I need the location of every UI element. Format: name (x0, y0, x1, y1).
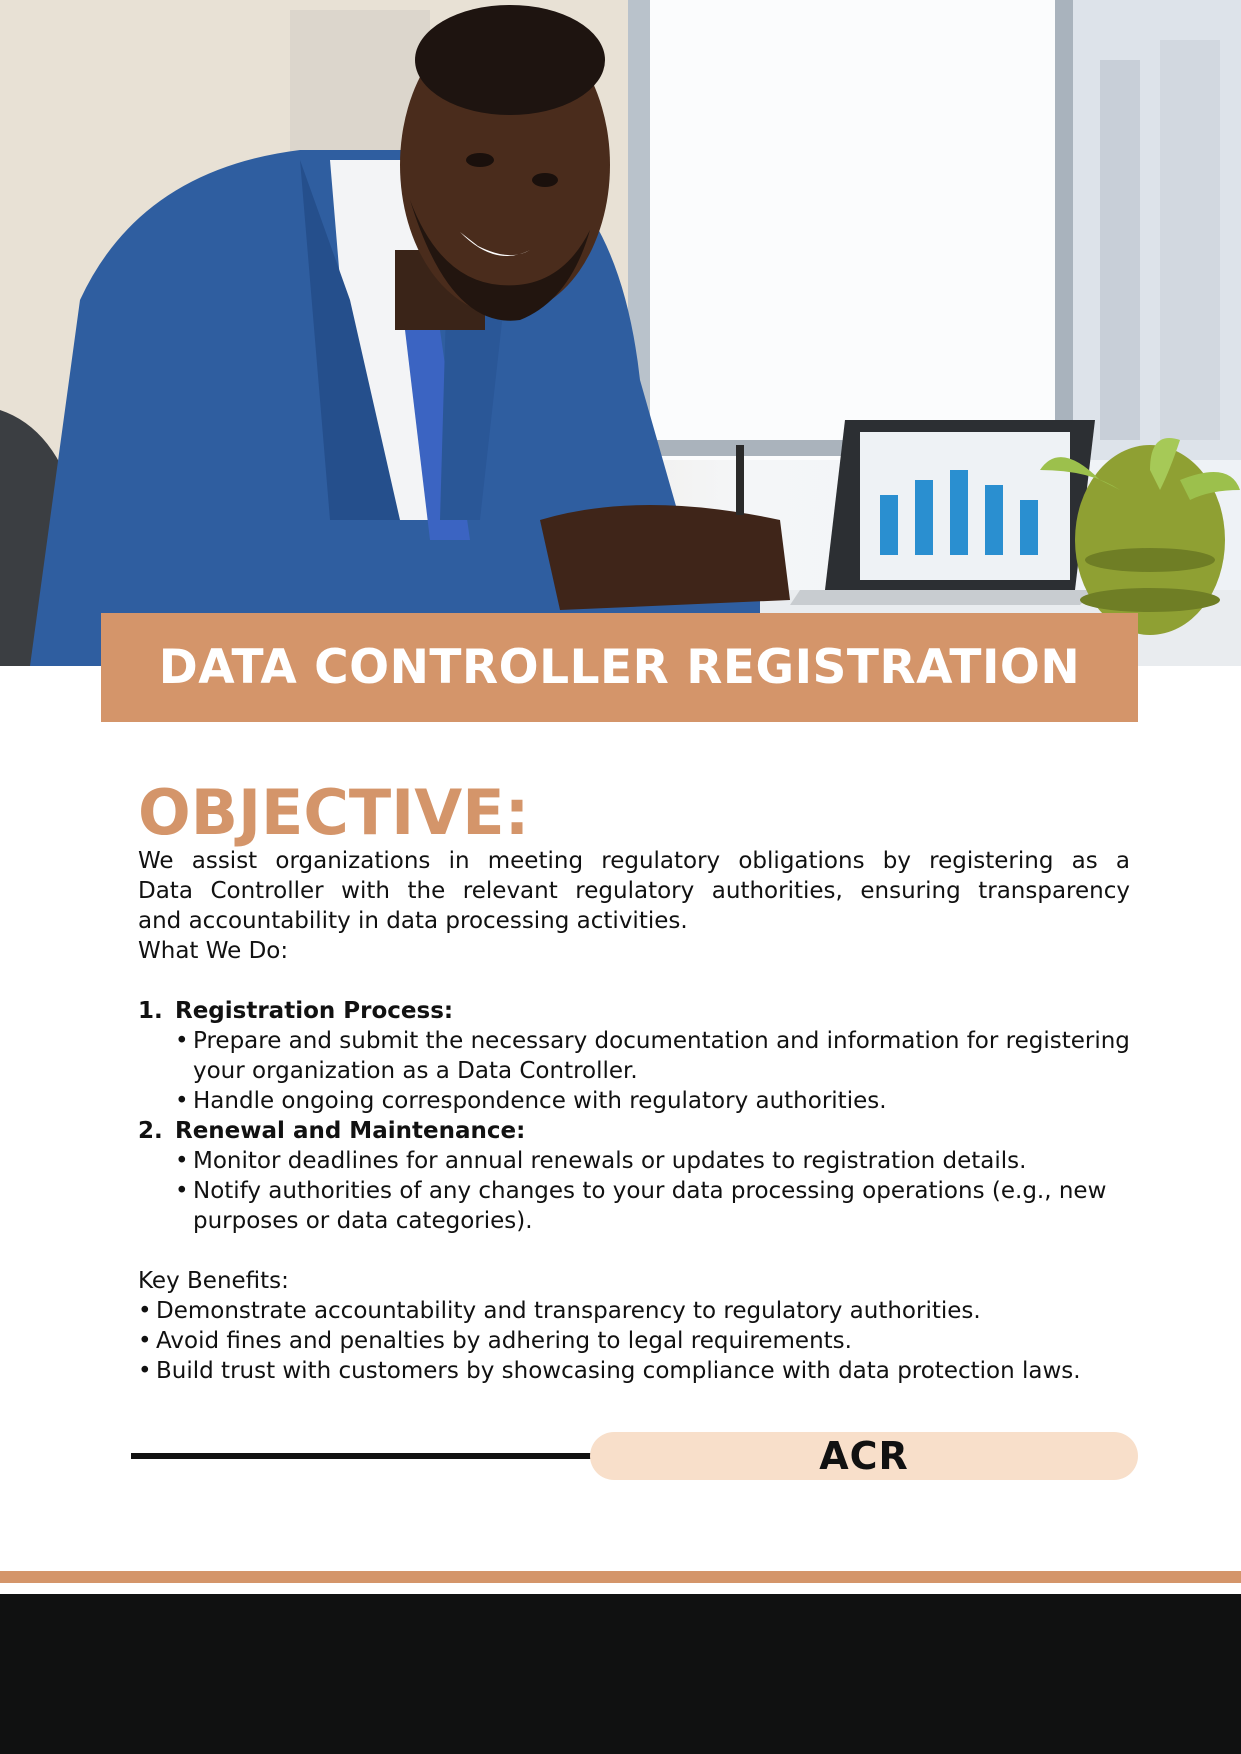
service-bullet: Monitor deadlines for annual renewals or updates to registration details. (193, 1148, 1027, 1174)
service-title: Renewal and Maintenance: (175, 1118, 526, 1144)
service-bullet: Notify authorities of any changes to your data processing operations (e.g., new purposes or data categories). (193, 1178, 1107, 1234)
benefit-text: Build trust with customers by showcasing compliance with data protection laws. (156, 1358, 1081, 1384)
benefit-text: Demonstrate accountability and transparency to regulatory authorities. (156, 1298, 981, 1324)
benefit-text: Avoid fines and penalties by adhering to legal requirements. (156, 1328, 852, 1354)
service-title: Registration Process: (175, 998, 454, 1024)
main-content (138, 776, 1130, 1386)
what-we-do-label: What We Do: (138, 938, 289, 964)
intro-line: Data Controller with the relevant regulatory authorities, ensuring transparency (138, 878, 1130, 904)
list-item: • Handle ongoing correspondence with regulatory authorities. (175, 1088, 887, 1114)
list-item: • Avoid fines and penalties by adhering to legal requirements. (138, 1328, 852, 1354)
list-item: • Demonstrate accountability and transparency to regulatory authorities. (138, 1298, 981, 1324)
list-item: • Prepare and submit the necessary documentation and information for registering your organization as a Data Controller. (175, 1028, 1130, 1084)
accent-bar (0, 1571, 1241, 1583)
objective-heading: OBJECTIVE: (138, 776, 530, 849)
businessman-photo (0, 0, 1241, 666)
service-bullet: Handle ongoing correspondence with regulatory authorities. (193, 1088, 887, 1114)
list-item: • Monitor deadlines for annual renewals or updates to registration details. (175, 1148, 1027, 1174)
brand-name: ACR (819, 1434, 909, 1478)
service-item (138, 1116, 1130, 1236)
intro-line: We assist organizations in meeting regulatory obligations by registering as a (138, 848, 1130, 874)
benefits-list (138, 1296, 1130, 1386)
service-number: 1. (138, 998, 163, 1024)
service-item (138, 996, 1130, 1116)
hero-photo (0, 0, 1241, 666)
service-number: 2. (138, 1118, 163, 1144)
title-banner (101, 613, 1138, 722)
list-item: • Notify authorities of any changes to your data processing operations (e.g., new purposes or data categories). (138, 1176, 1130, 1236)
brand-pill (590, 1432, 1138, 1480)
footer (0, 1594, 1241, 1754)
service-bullet: Prepare and submit the necessary documentation and information for registering your organization as a Data Controller. (193, 1028, 1130, 1084)
benefits-heading: Key Benefits: (138, 1268, 289, 1294)
intro-line: and accountability in data processing activities. (138, 908, 688, 934)
page-title: DATA CONTROLLER REGISTRATION (158, 640, 1081, 695)
list-item: • Build trust with customers by showcasing compliance with data protection laws. (138, 1358, 1081, 1384)
divider-line (131, 1453, 591, 1459)
